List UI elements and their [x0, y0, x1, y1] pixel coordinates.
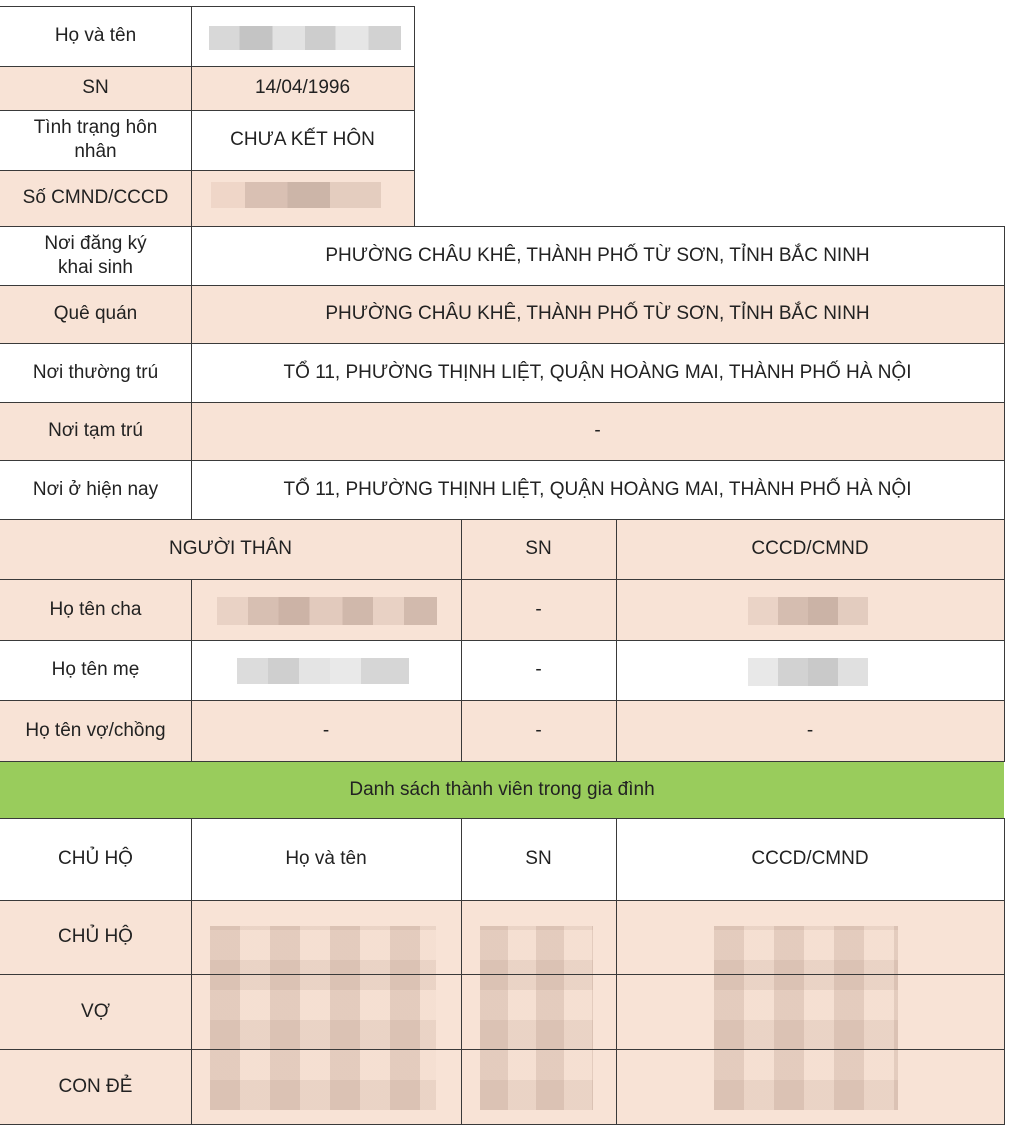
spouse-sn: - — [461, 700, 616, 761]
spouse-name: - — [191, 700, 461, 761]
label-hien-nay: Nơi ở hiện nay — [0, 460, 191, 519]
value-sn: 14/04/1996 — [191, 66, 414, 110]
family-title: Danh sách thành viên trong gia đình — [0, 761, 1004, 818]
list-item: CHỦ HỘ — [58, 926, 133, 948]
redacted-mother-id — [748, 658, 868, 686]
label-father: Họ tên cha — [0, 579, 191, 640]
label-que-quan: Quê quán — [0, 285, 191, 343]
value-khai-sinh: PHƯỜNG CHÂU KHÊ, THÀNH PHỐ TỪ SƠN, TỈNH BẮC NINH — [191, 226, 1004, 285]
value-tam-tru: - — [191, 402, 1004, 460]
label-thuong-tru: Nơi thường trú — [0, 343, 191, 402]
redacted-member-names — [210, 926, 436, 1110]
father-name — [191, 579, 461, 640]
header-relatives-sn: SN — [461, 519, 616, 579]
spouse-id: - — [616, 700, 1004, 761]
value-hien-nay: TỔ 11, PHƯỜNG THỊNH LIỆT, QUẬN HOÀNG MAI, THÀNH PHỐ HÀ NỘI — [191, 460, 1004, 519]
label-mother: Họ tên mẹ — [0, 640, 191, 700]
value-que-quan: PHƯỜNG CHÂU KHÊ, THÀNH PHỐ TỪ SƠN, TỈNH BẮC NINH — [191, 285, 1004, 343]
label-ho-va-ten: Họ và tên — [0, 6, 191, 66]
mother-name — [191, 640, 461, 700]
family-header-role: CHỦ HỘ — [0, 818, 191, 900]
label-hon-nhan: Tình trạng hôn nhân — [0, 110, 191, 170]
list-item: CON ĐẺ — [58, 1075, 133, 1097]
father-sn: - — [461, 579, 616, 640]
header-nguoi-than: NGƯỜI THÂN — [0, 519, 461, 579]
family-header-name: Họ và tên — [191, 818, 461, 900]
redacted-name — [209, 26, 401, 50]
family-header-id: CCCD/CMND — [616, 818, 1004, 900]
redacted-id — [211, 182, 381, 208]
mother-sn: - — [461, 640, 616, 700]
list-item: VỢ — [81, 1000, 110, 1022]
value-hon-nhan: CHƯA KẾT HÔN — [191, 110, 414, 170]
father-id — [616, 579, 1004, 640]
value-thuong-tru: TỔ 11, PHƯỜNG THỊNH LIỆT, QUẬN HOÀNG MAI, THÀNH PHỐ HÀ NỘI — [191, 343, 1004, 402]
label-spouse: Họ tên vợ/chồng — [0, 700, 191, 761]
redacted-father-name — [217, 597, 437, 625]
label-cmnd: Số CMND/CCCD — [0, 170, 191, 226]
label-sn: SN — [0, 66, 191, 110]
redacted-father-id — [748, 597, 868, 625]
label-tam-tru: Nơi tạm trú — [0, 402, 191, 460]
family-header-sn: SN — [461, 818, 616, 900]
label-khai-sinh: Nơi đăng ký khai sinh — [0, 226, 191, 285]
mother-id — [616, 640, 1004, 700]
header-relatives-id: CCCD/CMND — [616, 519, 1004, 579]
value-ho-va-ten — [191, 6, 414, 66]
redacted-member-dob — [480, 926, 593, 1110]
redacted-mother-name — [237, 658, 409, 684]
value-cmnd — [191, 170, 414, 226]
redacted-member-ids — [714, 926, 898, 1110]
